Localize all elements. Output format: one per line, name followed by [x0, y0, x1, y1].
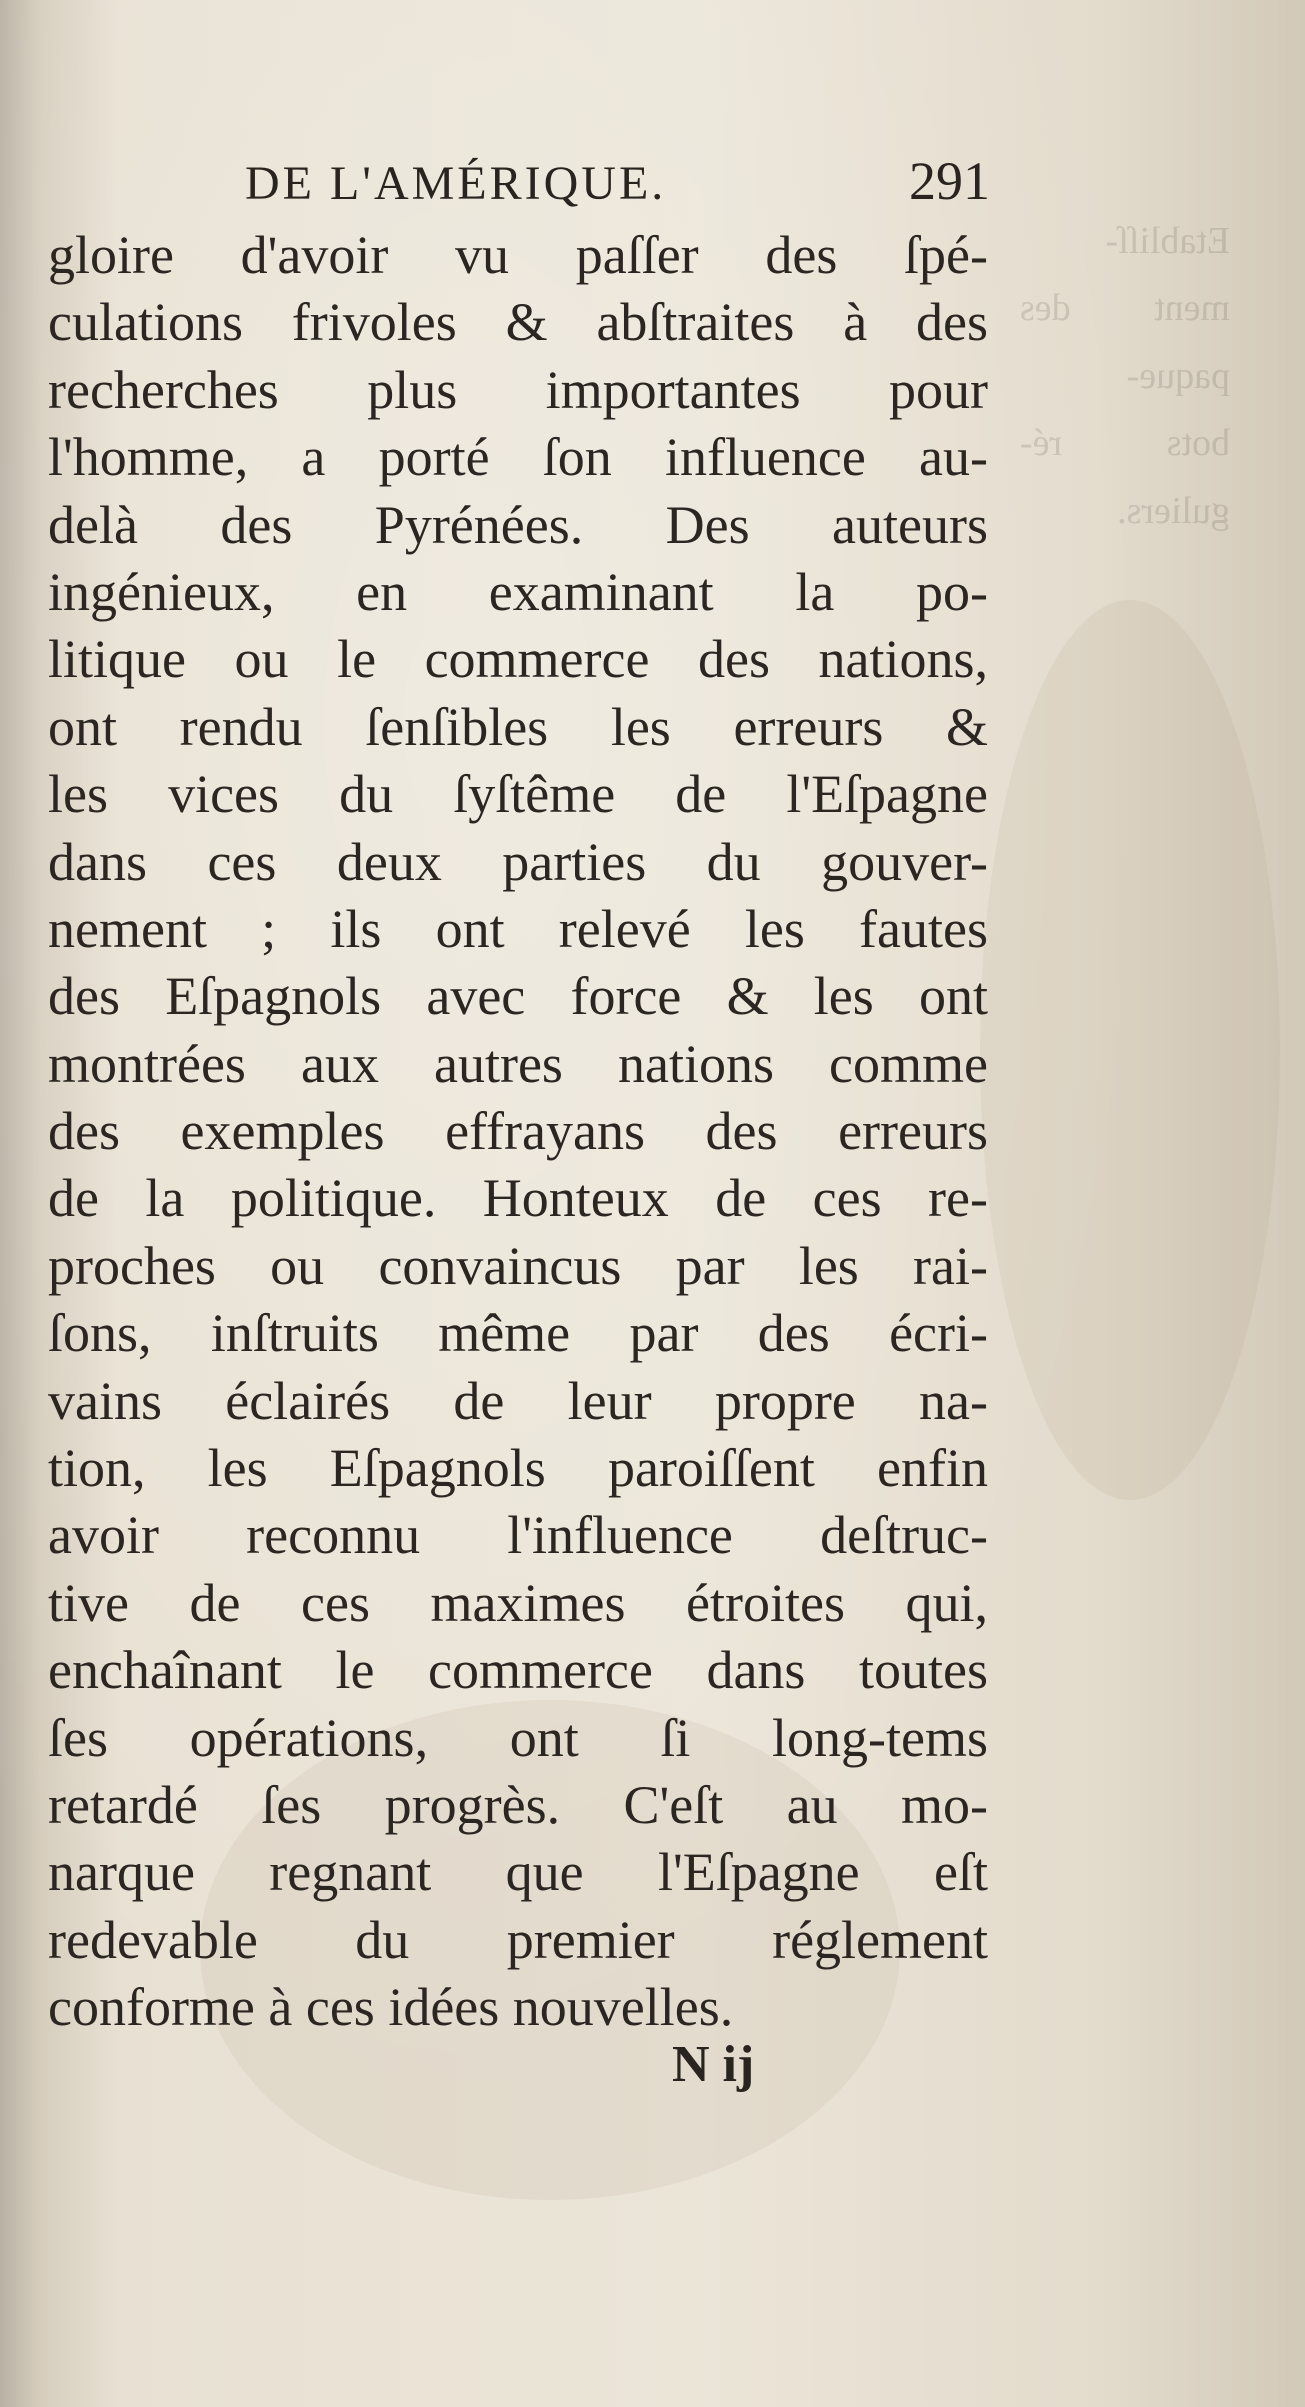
show-through-line: paque-	[1126, 354, 1230, 397]
show-through-line: bots ré-	[1020, 422, 1230, 465]
show-through-margin-note	[1020, 215, 1230, 552]
running-head-title: DE L'AMÉRIQUE.	[245, 157, 667, 210]
show-through-line: ment des	[1020, 287, 1230, 330]
text-line: l'homme, a porté ſon influence au-	[48, 427, 988, 488]
text-line: ſes opérations, ont ſi long-tems	[48, 1707, 988, 1768]
text-line: tive de ces maximes étroites qui,	[48, 1572, 988, 1633]
text-line: gloire d'avoir vu paſſer des ſpé-	[48, 225, 988, 285]
text-line: dans ces deux parties du gouver-	[48, 831, 988, 892]
text-line: recherches plus importantes pour	[48, 359, 988, 420]
text-line: ſons, inſtruits même par des écri-	[48, 1303, 988, 1364]
text-line: avoir reconnu l'influence deſtruc-	[48, 1505, 988, 1566]
text-line: tion, les Eſpagnols paroiſſent enfin	[48, 1438, 988, 1499]
paper-stain	[980, 600, 1280, 1500]
text-line: delà des Pyrénées. Des auteurs	[48, 494, 988, 555]
text-line: culations frivoles & abſtraites à des	[48, 292, 988, 353]
text-line: redevable du premier réglement	[48, 1909, 988, 1970]
text-line: les vices du ſyſtême de l'Eſpagne	[48, 764, 988, 825]
text-line: de la politique. Honteux de ces re-	[48, 1168, 988, 1229]
text-line: des Eſpagnols avec force & les ont	[48, 966, 988, 1027]
text-line: enchaînant le commerce dans toutes	[48, 1640, 988, 1701]
text-line: litique ou le commerce des nations,	[48, 629, 988, 690]
text-line: nement ; ils ont relevé les fautes	[48, 898, 988, 959]
text-line: ingénieux, en examinant la po-	[48, 561, 988, 622]
text-line: retardé ſes progrès. C'eſt au mo-	[48, 1774, 988, 1835]
text-line: conforme à ces idées nouvelles.	[48, 1977, 734, 2038]
text-line: ont rendu ſenſibles les erreurs &	[48, 696, 988, 757]
text-line: proches ou convaincus par les rai-	[48, 1235, 988, 1296]
text-line: vains éclairés de leur propre na-	[48, 1370, 988, 1431]
running-head	[245, 150, 990, 220]
signature-mark: N ij	[672, 2036, 755, 2093]
show-through-line: Etabliſſ-	[1105, 220, 1230, 262]
text-line: des exemples effrayans des erreurs	[48, 1101, 988, 1162]
text-line: montrées aux autres nations comme	[48, 1033, 988, 1094]
page-number: 291	[909, 151, 990, 211]
body-text	[48, 222, 988, 2042]
text-line: narque regnant que l'Eſpagne eſt	[48, 1842, 988, 1903]
show-through-line: guliers.	[1117, 489, 1230, 532]
